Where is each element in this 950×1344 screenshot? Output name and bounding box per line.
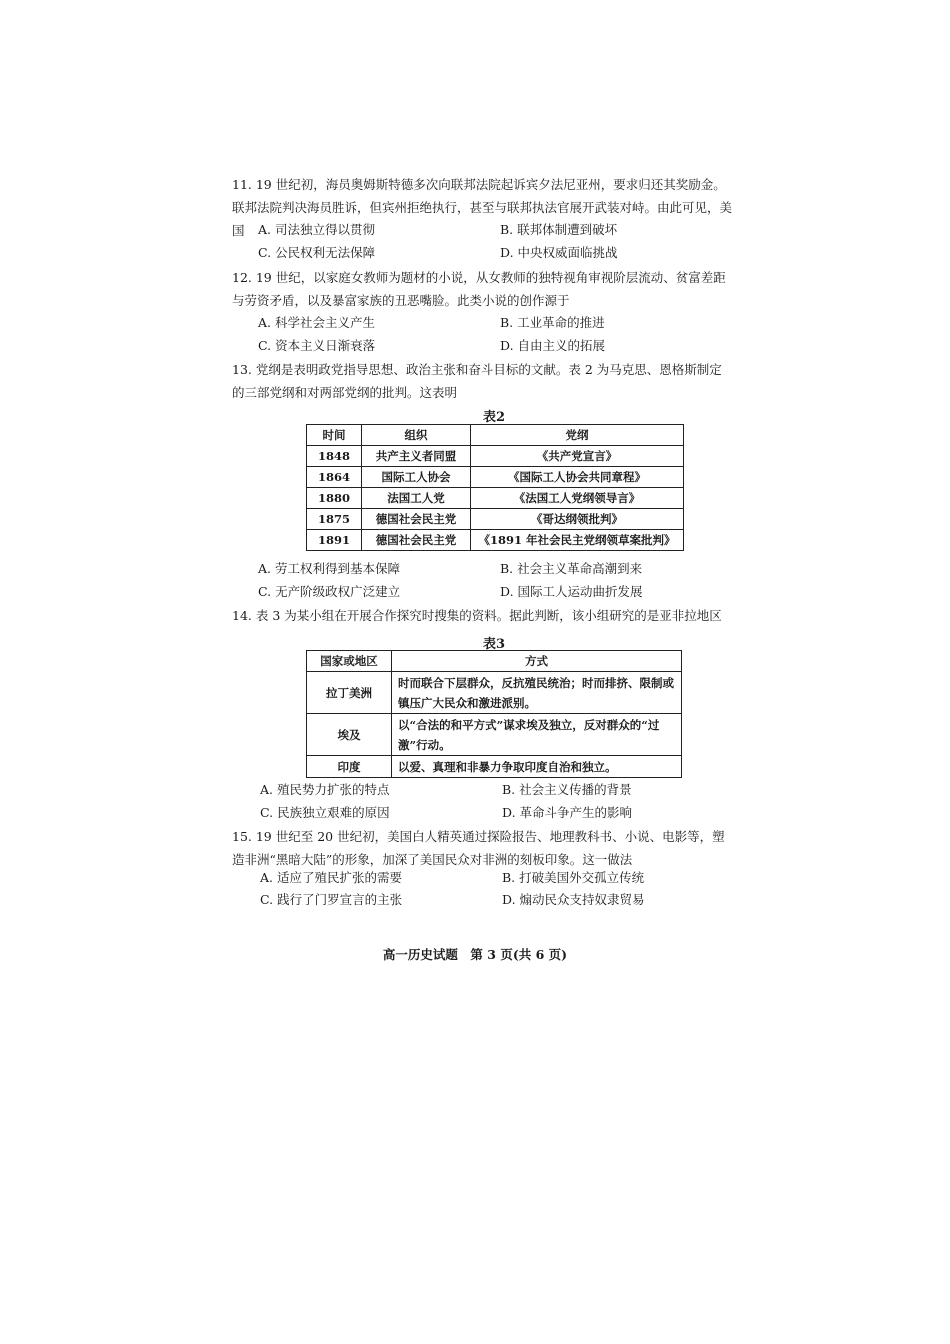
q14-option-d: D. 革命斗争产生的影响: [502, 805, 633, 820]
table-cell: 德国社会民主党: [362, 509, 471, 530]
q15-option-c: C. 践行了门罗宣言的主张: [260, 892, 403, 907]
table-cell: 法国工人党: [362, 488, 471, 509]
question-12-stem: 12. 19 世纪，以家庭女教师为题材的小说，从女教师的独特视角审视阶层流动、贫富差距与劳资矛盾，以及暴富家族的丑恶嘴脸。此类小说的创作源于: [232, 270, 726, 308]
question-13-stem: 13. 党纲是表明政党指导思想、政治主张和奋斗目标的文献。表 2 为马克思、恩格斯制定的三部党纲和对两部党纲的批判。这表明: [232, 362, 722, 400]
question-15-stem: 15. 19 世纪至 20 世纪初，美国白人精英通过探险报告、地理教科书、小说、电影等，塑造非洲“黑暗大陆”的形象，加深了美国民众对非洲的刻板印象。这一做法: [232, 829, 725, 867]
q15-option-d: D. 煽动民众支持奴隶贸易: [502, 892, 645, 907]
table-3-caption: 表3: [482, 637, 506, 652]
table-cell: 《共产党宣言》: [471, 446, 684, 467]
table-cell: 以“合法的和平方式”谋求埃及独立，反对群众的“过激”行动。: [392, 714, 682, 756]
table-cell: 共产主义者同盟: [362, 446, 471, 467]
table-cell: 国际工人协会: [362, 467, 471, 488]
q11-option-b: B. 联邦体制遭到破坏: [500, 222, 618, 237]
q13-option-a: A. 劳工权利得到基本保障: [258, 561, 400, 576]
q12-option-b: B. 工业革命的推进: [500, 315, 605, 330]
table-3: [306, 650, 682, 778]
q14-option-b: B. 社会主义传播的背景: [502, 782, 632, 797]
table-cell: 德国社会民主党: [362, 530, 471, 551]
table-cell: 《哥达纲领批判》: [471, 509, 684, 530]
table-cell: 《法国工人党纲领导言》: [471, 488, 684, 509]
table-2-header: 党纲: [471, 425, 684, 446]
table-row: [307, 446, 684, 467]
table-2: [306, 424, 684, 551]
table-cell: 拉丁美洲: [307, 672, 392, 714]
q15-option-a: A. 适应了殖民扩张的需要: [260, 870, 402, 885]
q12-option-c: C. 资本主义日渐衰落: [258, 338, 376, 353]
q14-option-a: A. 殖民势力扩张的特点: [260, 782, 390, 797]
question-11-stem: 11. 19 世纪初，海员奥姆斯特德多次向联邦法院起诉宾夕法尼亚州，要求归还其奖励金。联邦法院判决海员胜诉，但宾州拒绝执行，甚至与联邦执法官展开武装对峙。由此可见，美国: [232, 177, 733, 238]
table-cell: 以爱、真理和非暴力争取印度自治和独立。: [392, 756, 682, 778]
q11-option-d: D. 中央权威面临挑战: [500, 245, 618, 260]
q13-option-b: B. 社会主义革命高潮到来: [500, 561, 643, 576]
table-cell: 1875: [307, 509, 362, 530]
table-row: [307, 714, 682, 756]
table-row: [307, 756, 682, 778]
q13-option-d: D. 国际工人运动曲折发展: [500, 584, 643, 599]
table-row: [307, 672, 682, 714]
table-row: [307, 488, 684, 509]
q11-option-a: A. 司法独立得以贯彻: [258, 222, 375, 237]
q13-option-c: C. 无产阶级政权广泛建立: [258, 584, 401, 599]
table-cell: 《1891 年社会民主党纲领草案批判》: [471, 530, 684, 551]
table-3-header: 方式: [392, 651, 682, 672]
table-2-caption: 表2: [482, 410, 506, 425]
q14-option-c: C. 民族独立艰难的原因: [260, 805, 390, 820]
table-row: [307, 509, 684, 530]
table-cell: 1864: [307, 467, 362, 488]
table-2-header: 时间: [307, 425, 362, 446]
q12-option-d: D. 自由主义的拓展: [500, 338, 606, 353]
table-cell: 埃及: [307, 714, 392, 756]
page-footer: 高一历史试题 第 3 页(共 6 页): [382, 947, 568, 962]
table-cell: 1891: [307, 530, 362, 551]
q15-option-b: B. 打破美国外交孤立传统: [502, 870, 645, 885]
table-cell: 时而联合下层群众，反抗殖民统治；时而排挤、限制或镇压广大民众和激进派别。: [392, 672, 682, 714]
q11-option-c: C. 公民权利无法保障: [258, 245, 376, 260]
table-3-header: 国家或地区: [307, 651, 392, 672]
table-row: [307, 530, 684, 551]
table-cell: 1880: [307, 488, 362, 509]
question-14-stem: 14. 表 3 为某小组在开展合作探究时搜集的资料。据此判断，该小组研究的是亚非拉地区: [232, 608, 722, 623]
table-cell: 印度: [307, 756, 392, 778]
table-row: [307, 467, 684, 488]
q12-option-a: A. 科学社会主义产生: [258, 315, 375, 330]
table-2-header: 组织: [362, 425, 471, 446]
table-cell: 1848: [307, 446, 362, 467]
table-cell: 《国际工人协会共同章程》: [471, 467, 684, 488]
